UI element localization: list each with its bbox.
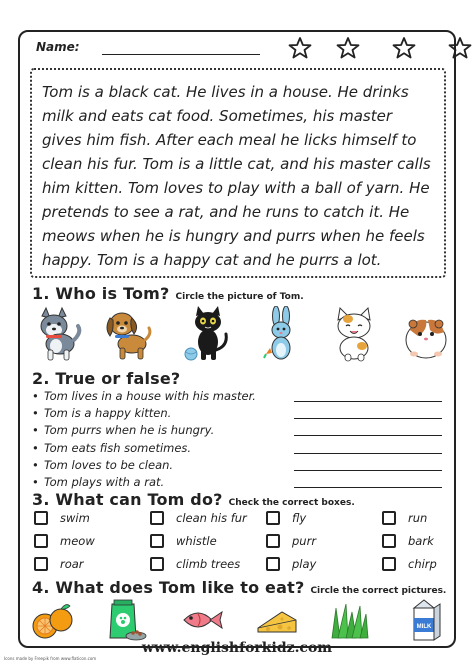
star-icon [392,36,416,60]
answer-line[interactable] [294,418,442,419]
brown-dog-icon[interactable] [102,306,154,362]
option-label: meow [60,534,95,548]
true-false-list [32,389,448,492]
section-4-title: 4. What does Tom like to eat? [32,578,305,597]
black-cat-icon[interactable] [182,306,234,362]
section-2-heading [32,369,180,388]
list-item [32,423,448,440]
bullet: • [32,423,39,438]
section-1-heading [32,284,304,303]
section-3-hint: Check the correct boxes. [228,498,355,508]
icon-credit: Icons made by Freepik from www.flaticon.com [4,656,97,661]
option-label: whistle [176,534,217,548]
section-4-hint: Circle the correct pictures. [310,586,447,596]
option-label: run [408,511,428,525]
checkbox[interactable] [382,557,396,571]
answer-line[interactable] [294,453,442,454]
checkbox[interactable] [150,511,164,525]
list-item [32,441,448,458]
option-label: bark [408,534,434,548]
answer-line[interactable] [294,435,442,436]
statement-text: Tom loves to be clean. [44,457,174,472]
grass-icon[interactable] [328,598,372,642]
star-icon [448,36,472,60]
checkbox[interactable] [34,511,48,525]
option-label: climb trees [176,557,241,571]
star-icon [336,36,360,60]
cat-food-bag-icon[interactable] [104,598,148,642]
option-label: swim [60,511,90,525]
bullet: • [32,406,39,421]
checkbox[interactable] [266,534,280,548]
statement-text: Tom purrs when he is hungry. [44,423,215,438]
answer-line[interactable] [294,401,442,402]
rating-stars [288,36,468,62]
section-4-heading [32,578,446,597]
name-input-line[interactable] [102,54,260,55]
bullet: • [32,440,39,455]
checkbox[interactable] [34,534,48,548]
option-label: play [292,557,317,571]
milk-carton-icon[interactable] [402,598,446,642]
fish-icon[interactable] [180,598,224,642]
checkbox[interactable] [382,511,396,525]
name-row [30,36,450,62]
story-box [30,68,446,278]
ability-checkboxes [34,511,454,581]
white-cat-icon[interactable] [328,306,380,362]
bullet: • [32,474,39,489]
husky-dog-icon[interactable] [30,306,82,362]
section-2-title: 2. True or false? [32,369,181,388]
food-pictures [28,598,448,642]
checkbox[interactable] [266,557,280,571]
section-1-hint: Circle the picture of Tom. [175,292,304,302]
statement-text: Tom eats fish sometimes. [44,440,192,455]
option-label: fly [292,511,307,525]
list-item [32,389,448,406]
statement-text: Tom is a happy kitten. [44,406,172,421]
bullet: • [32,457,39,472]
answer-line[interactable] [294,487,442,488]
cheese-icon[interactable] [254,598,298,642]
list-item [32,458,448,475]
oranges-icon[interactable] [30,598,74,642]
answer-line[interactable] [294,470,442,471]
site-footer[interactable]: www.englishforkidz.com [141,640,333,656]
checkbox[interactable] [266,511,280,525]
option-label: chirp [408,557,437,571]
name-label: Name: [36,40,80,54]
rabbit-icon[interactable] [256,306,308,362]
list-item [32,406,448,423]
story-text: Tom is a black cat. He lives in a house. He drinks milk and eats cat food. Sometimes, his master gives him fish. After each meal he licks himself to clean his fur. Tom is a little cat, and his master calls him kitten. Tom loves to play with a ball of yarn. He pretends to see a rat, and he runs to catch it. He meows when he is hungry and purrs when he feels happy. Tom is a happy cat and he purrs a lot. [42,83,431,269]
section-1-title: 1. Who is Tom? [32,284,170,303]
section-3-heading [32,490,355,509]
checkbox[interactable] [34,557,48,571]
bullet: • [32,389,39,403]
hamster-icon[interactable] [400,306,452,362]
section-3-title: 3. What can Tom do? [32,490,223,509]
checkbox[interactable] [150,557,164,571]
star-icon [288,36,312,60]
option-label: purr [292,534,317,548]
statement-text: Tom lives in a house with his master. [44,389,256,403]
checkbox[interactable] [150,534,164,548]
checkbox[interactable] [382,534,396,548]
option-label: roar [60,557,84,571]
statement-text: Tom plays with a rat. [44,474,165,489]
who-is-tom-pictures [28,306,448,366]
milk-label: MILK [416,624,432,630]
option-label: clean his fur [176,511,247,525]
